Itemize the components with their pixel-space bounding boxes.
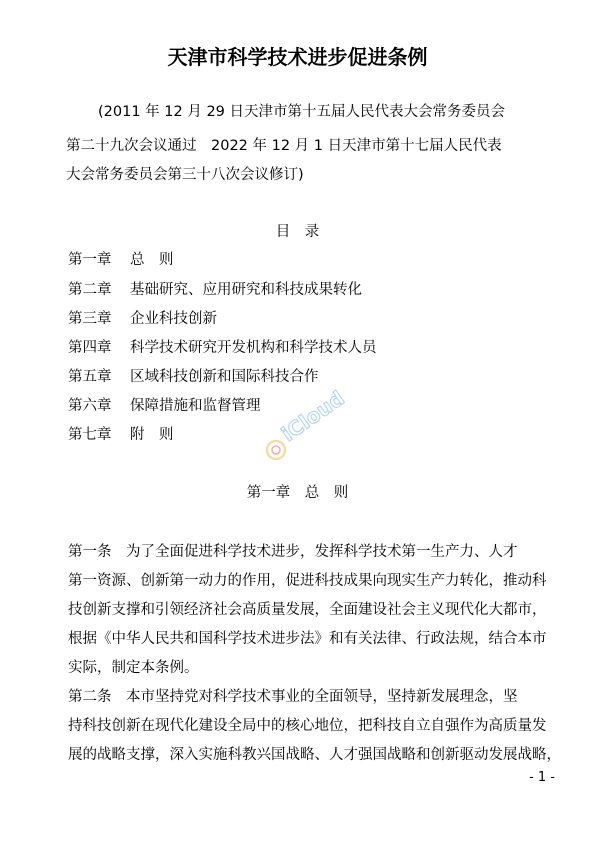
article-2-line: 第二条 本市坚持党对科学技术事业的全面领导，坚持新发展理念，坚: [68, 689, 518, 705]
cloud-logo-icon: [258, 380, 358, 470]
toc-item-title: 区域科技创新和国际科技合作: [130, 369, 319, 385]
toc-item-1: [68, 250, 174, 270]
toc-item-title: 基础研究、应用研究和科技成果转化: [130, 282, 362, 298]
article-2-line: 展的战略支撑，深入实施科教兴国战略、人才强国战略和创新驱动发展战略，: [68, 747, 561, 763]
article-1-line: 实际，制定本条例。: [68, 660, 199, 676]
preamble-line-1: (2011 年 12 月 29 日天津市第十五届人民代表大会常务委员会: [98, 104, 506, 120]
preamble-line-2: 第二十九次会议通过 2022 年 12 月 1 日天津市第十七届人民代表: [66, 138, 502, 154]
toc-item-title: 保障措施和监督管理: [130, 398, 261, 414]
toc-item-number: 第五章: [68, 369, 112, 385]
toc-item-number: 第七章: [68, 427, 112, 443]
article-1-line: 技创新支撑和引领经济社会高质量发展，全面建设社会主义现代化大都市，: [68, 602, 547, 618]
chapter-heading: 第一章 总 则: [246, 485, 349, 501]
toc-item-title: 企业科技创新: [130, 311, 217, 327]
document-title: 天津市科学技术进步促进条例: [167, 45, 428, 69]
toc-item-number: 第二章: [68, 282, 112, 298]
page-number: - 1 -: [529, 770, 555, 785]
toc-item-number: 第一章: [68, 252, 112, 268]
toc-item-4: [68, 338, 377, 358]
toc-heading: 目 录: [275, 224, 320, 240]
toc-item-3: [68, 309, 217, 329]
toc-item-number: 第四章: [68, 340, 112, 356]
article-2-line: 持科技创新在现代化建设全局中的核心地位，把科技自立自强作为高质量发: [68, 718, 547, 734]
watermark-text: iCloud: [277, 385, 349, 447]
preamble-line-3: 大会常务委员会第三十八次会议修订): [66, 167, 304, 183]
toc-item-title: 总 则: [130, 252, 174, 268]
article-1-line: 第一资源、创新第一动力的作用，促进科技成果向现实生产力转化，推动科: [68, 573, 547, 589]
toc-item-2: [68, 280, 362, 300]
toc-item-title: 附 则: [130, 427, 174, 443]
toc-item-title: 科学技术研究开发机构和科学技术人员: [130, 340, 377, 356]
article-1-line: 第一条 为了全面促进科学技术进步，发挥科学技术第一生产力、人才: [68, 544, 518, 560]
toc-item-number: 第六章: [68, 398, 112, 414]
toc-item-7: [68, 425, 174, 445]
article-1-line: 根据《中华人民共和国科学技术进步法》和有关法律、行政法规，结合本市: [68, 631, 547, 647]
toc-item-number: 第三章: [68, 311, 112, 327]
toc-item-6: [68, 396, 261, 416]
